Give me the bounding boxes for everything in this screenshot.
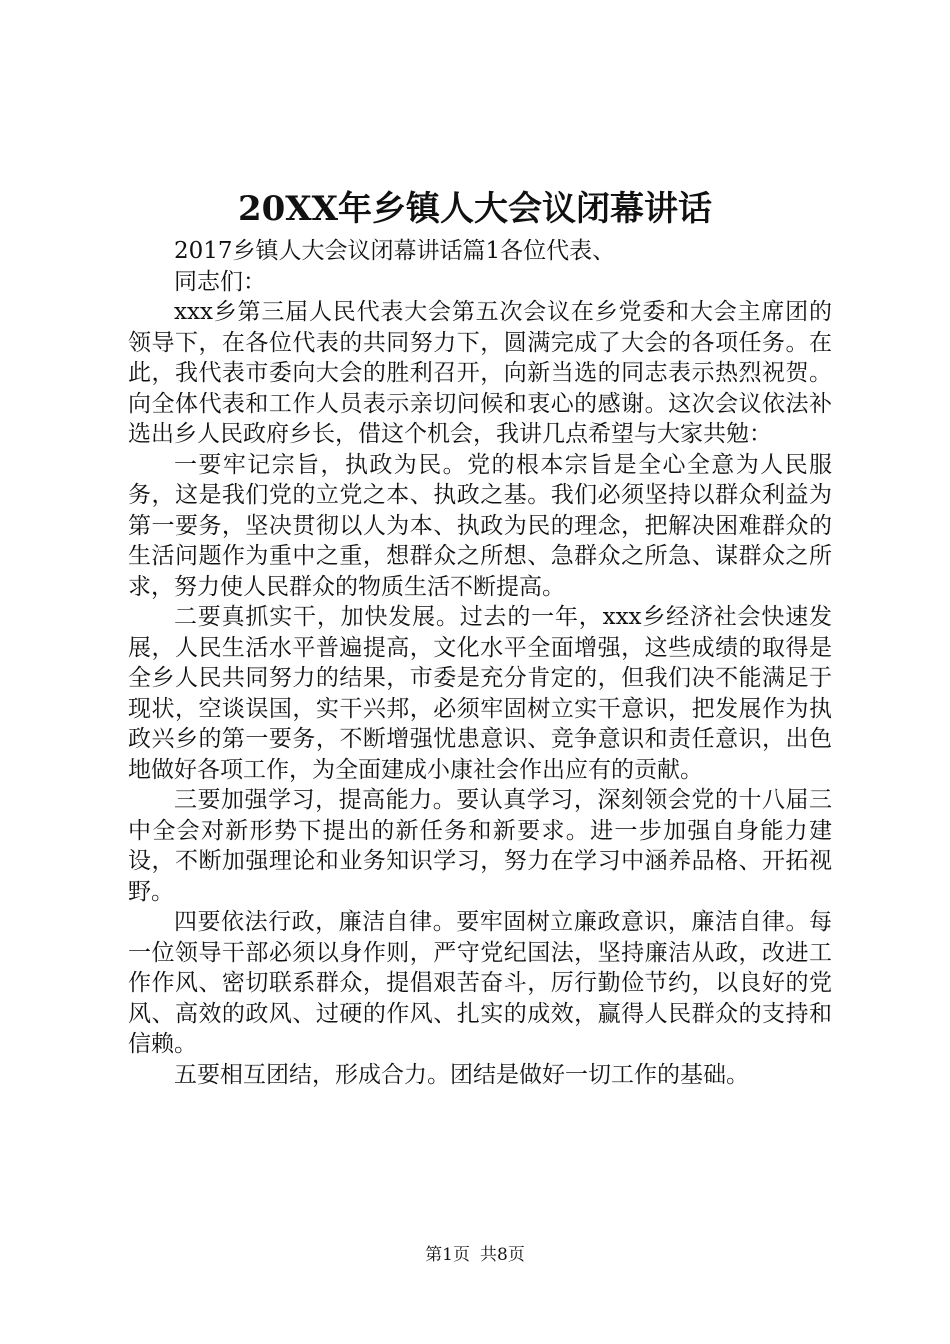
document-body [128,236,832,1090]
paragraph-8: 五要相互团结，形成合力。团结是做好一切工作的基础。 [174,1061,749,1088]
page-number-total: 共8页 [480,1245,525,1265]
page-number-current: 第1页 [425,1245,470,1265]
paragraph-1: 2017乡镇人大会议闭幕讲话篇1各位代表、 [174,238,616,264]
page-footer [0,1244,950,1266]
paragraph-4: 一要牢记宗旨，执政为民。党的根本宗旨是全心全意为人民服务，这是我们党的立党之本、执政之基。我们必须坚持以群众利益为第一要务，坚决贯彻以人为本、执政为民的理念，把解决困难群众的生活问题作为重中之重，想群众之所想、急群众之所急、谋群众之所求，努力使人民群众的物质生活不断提高。 [128,451,832,600]
paragraph-5: 二要真抓实干，加快发展。过去的一年，xxx乡经济社会快速发展，人民生活水平普遍提高，文化水平全面增强，这些成绩的取得是全乡人民共同努力的结果，市委是充分肯定的，但我们决不能满足于现状，空谈误国，实干兴邦，必须牢固树立实干意识，把发展作为执政兴乡的第一要务，不断增强忧患意识、竞争意识和责任意识，出色地做好各项工作，为全面建成小康社会作出应有的贡献。 [128,604,832,783]
paragraph-6: 三要加强学习，提高能力。要认真学习，深刻领会党的十八届三中全会对新形势下提出的新任务和新要求。进一步加强自身能力建设，不断加强理论和业务知识学习，努力在学习中涵养品格、开拓视野。 [128,787,832,905]
paragraph-7: 四要依法行政，廉洁自律。要牢固树立廉政意识，廉洁自律。每一位领导干部必须以身作则，严守党纪国法，坚持廉洁从政，改进工作作风、密切联系群众，提倡艰苦奋斗，厉行勤俭节约，以良好的党风、高效的政风、过硬的作风、扎实的成效，赢得人民群众的支持和信赖。 [128,909,832,1057]
paragraph-2: 同志们： [174,268,266,295]
paragraph-3: xxx乡第三届人民代表大会第五次会议在乡党委和大会主席团的领导下，在各位代表的共同努力下，圆满完成了大会的各项任务。在此，我代表市委向大会的胜利召开，向新当选的同志表示热烈祝贺。向全体代表和工作人员表示亲切问候和衷心的感谢。这次会议依法补选出乡人民政府乡长，借这个机会，我讲几点希望与大家共勉： [128,299,832,447]
document-title: 20XX年乡镇人大会议闭幕讲话 [237,189,713,229]
